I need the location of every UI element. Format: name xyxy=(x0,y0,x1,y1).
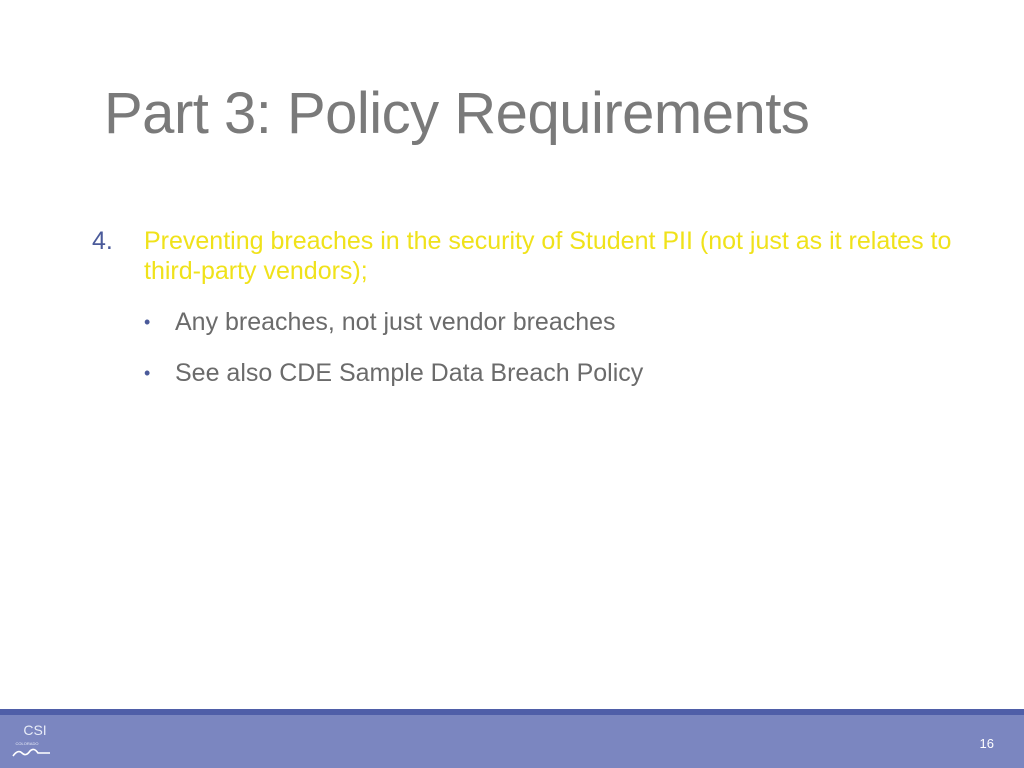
numbered-list xyxy=(92,226,952,408)
page-number: 16 xyxy=(979,736,994,751)
bullet-item xyxy=(144,306,952,338)
mountain-icon xyxy=(13,749,50,756)
bullet-text: Any breaches, not just vendor breaches xyxy=(175,308,616,336)
bullet-item xyxy=(144,357,952,389)
footer-band xyxy=(0,715,1024,768)
csi-colorado-logo xyxy=(10,720,58,762)
list-item-text: Preventing breaches in the security of Student PII (not just as it relates to third-party vendors); xyxy=(144,227,952,285)
slide-title: Part 3: Policy Requirements xyxy=(104,81,810,146)
bullet-text: See also CDE Sample Data Breach Policy xyxy=(175,359,644,387)
logo-subtext: COLORADO xyxy=(15,741,39,746)
bullet-marker: • xyxy=(144,312,151,332)
list-number: 4. xyxy=(92,227,113,255)
logo-text: CSI xyxy=(23,722,47,738)
list-item xyxy=(92,226,952,286)
bullet-marker: • xyxy=(144,363,151,383)
bullet-list xyxy=(144,306,952,389)
